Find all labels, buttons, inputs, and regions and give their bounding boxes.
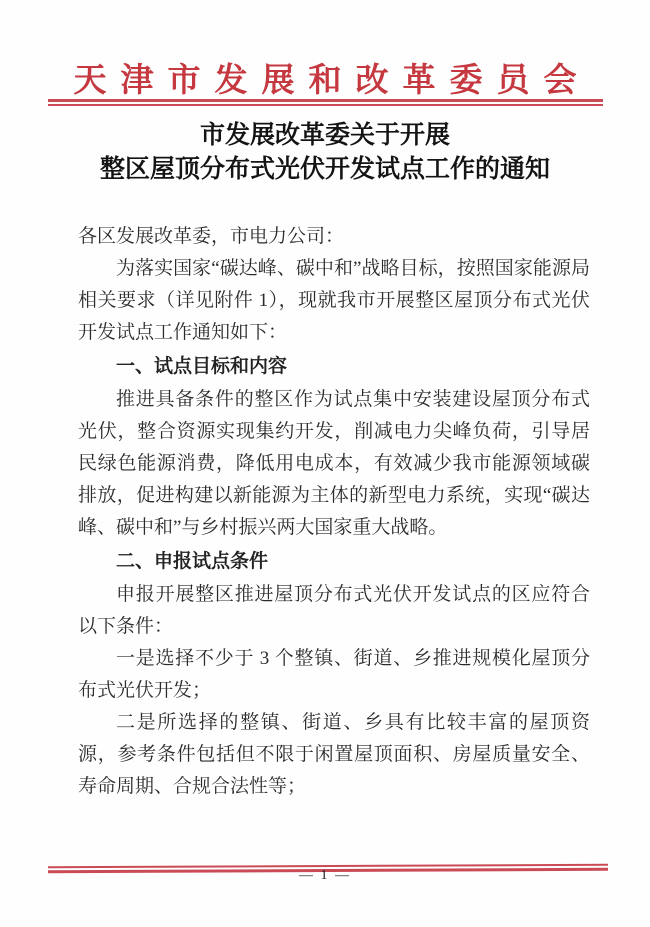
section-2-intro-paragraph: 申报开展整区推进屋顶分布式光伏开发试点的区应符合以下条件： xyxy=(78,584,590,637)
document-title-line-1: 市发展改革委关于开展 xyxy=(199,122,450,149)
salutation: 各区发展改革委，市电力公司： xyxy=(78,226,345,247)
section-1-heading: 一、试点目标和内容 xyxy=(116,356,288,377)
section-1-paragraph: 推进具备条件的整区作为试点集中安装建设屋顶分布式光伏，整合资源实现集约开发，削减电力尖峰负荷，引导居民绿色能源消费，降低用电成本，有效减少我市能源领域碳排放，促进构建以新能源为主体的新型电力系统，实现“碳达峰、碳中和”与乡村振兴两大国家重大战略。 xyxy=(78,389,590,538)
agency-name: 天津市发展和改革委员会 xyxy=(73,63,591,99)
section-2-heading: 二、申报试点条件 xyxy=(116,551,269,572)
document-body xyxy=(78,221,590,803)
section-2-condition-2: 二是所选择的整镇、街道、乡具有比较丰富的屋顶资源，参考条件包括但不限于闲置屋顶面积、房屋质量安全、寿命周期、合规合法性等； xyxy=(78,712,590,797)
document-title-line-2: 整区屋顶分布式光伏开发试点工作的通知 xyxy=(99,156,550,183)
section-2-condition-1: 一是选择不少于 3 个整镇、街道、乡推进规模化屋顶分布式光伏开发； xyxy=(78,648,590,701)
header-rule-thin-line xyxy=(48,104,603,106)
intro-paragraph: 为落实国家“碳达峰、碳中和”战略目标，按照国家能源局相关要求（详见附件 1），现就我市开展整区屋顶分布式光伏开发试点工作通知如下： xyxy=(78,258,590,343)
agency-header xyxy=(0,54,650,101)
page-number: — 1 — xyxy=(299,868,351,883)
header-rule xyxy=(48,99,603,106)
document-title xyxy=(0,119,650,187)
